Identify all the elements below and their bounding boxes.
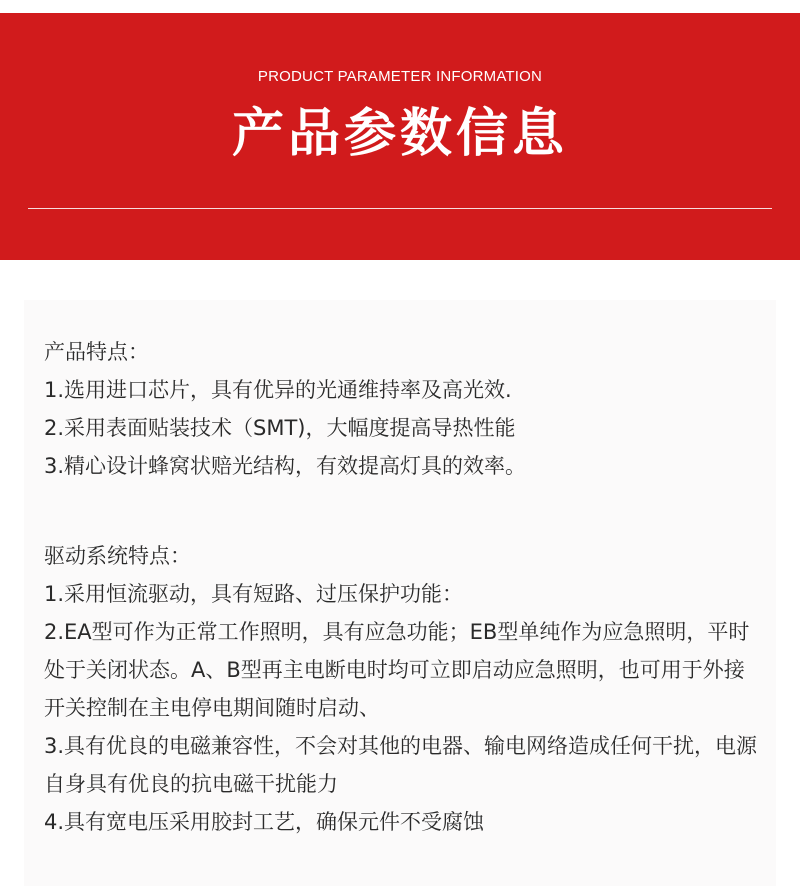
product-feature-item: 3.精心设计蜂窝状赔光结构，有效提高灯具的效率。 (44, 454, 527, 478)
product-feature-item: 2.采用表面贴装技术（SMT)，大幅度提高导热性能 (44, 416, 516, 440)
content-panel (24, 300, 776, 886)
product-feature-item: 1.选用进口芯片，具有优异的光通维持率及高光效. (44, 378, 512, 402)
product-features-heading: 产品特点： (44, 340, 149, 364)
driver-features-heading: 驱动系统特点： (44, 544, 191, 568)
header-banner (0, 13, 800, 260)
banner-title: 产品参数信息 (231, 104, 568, 164)
driver-feature-item: 4.具有宽电压采用胶封工艺，确保元件不受腐蚀 (44, 810, 485, 834)
banner-divider (28, 208, 772, 209)
banner-subtitle: PRODUCT PARAMETER INFORMATION (257, 68, 543, 85)
driver-features-section (44, 537, 764, 841)
driver-feature-item: 1.采用恒流驱动，具有短路、过压保护功能： (44, 582, 464, 606)
driver-feature-item: 3.具有优良的电磁兼容性，不会对其他的电器、输电网络造成任何干扰，电源自身具有优良的抗电磁干扰能力 (44, 734, 758, 796)
driver-feature-item: 2.EA型可作为正常工作照明，具有应急功能；EB型单纯作为应急照明，平时处于关闭状态。A、B型再主电断电时均可立即启动应急照明，也可用于外接开关控制在主电停电期间随时启动、 (44, 620, 750, 720)
product-features-section (44, 333, 764, 485)
